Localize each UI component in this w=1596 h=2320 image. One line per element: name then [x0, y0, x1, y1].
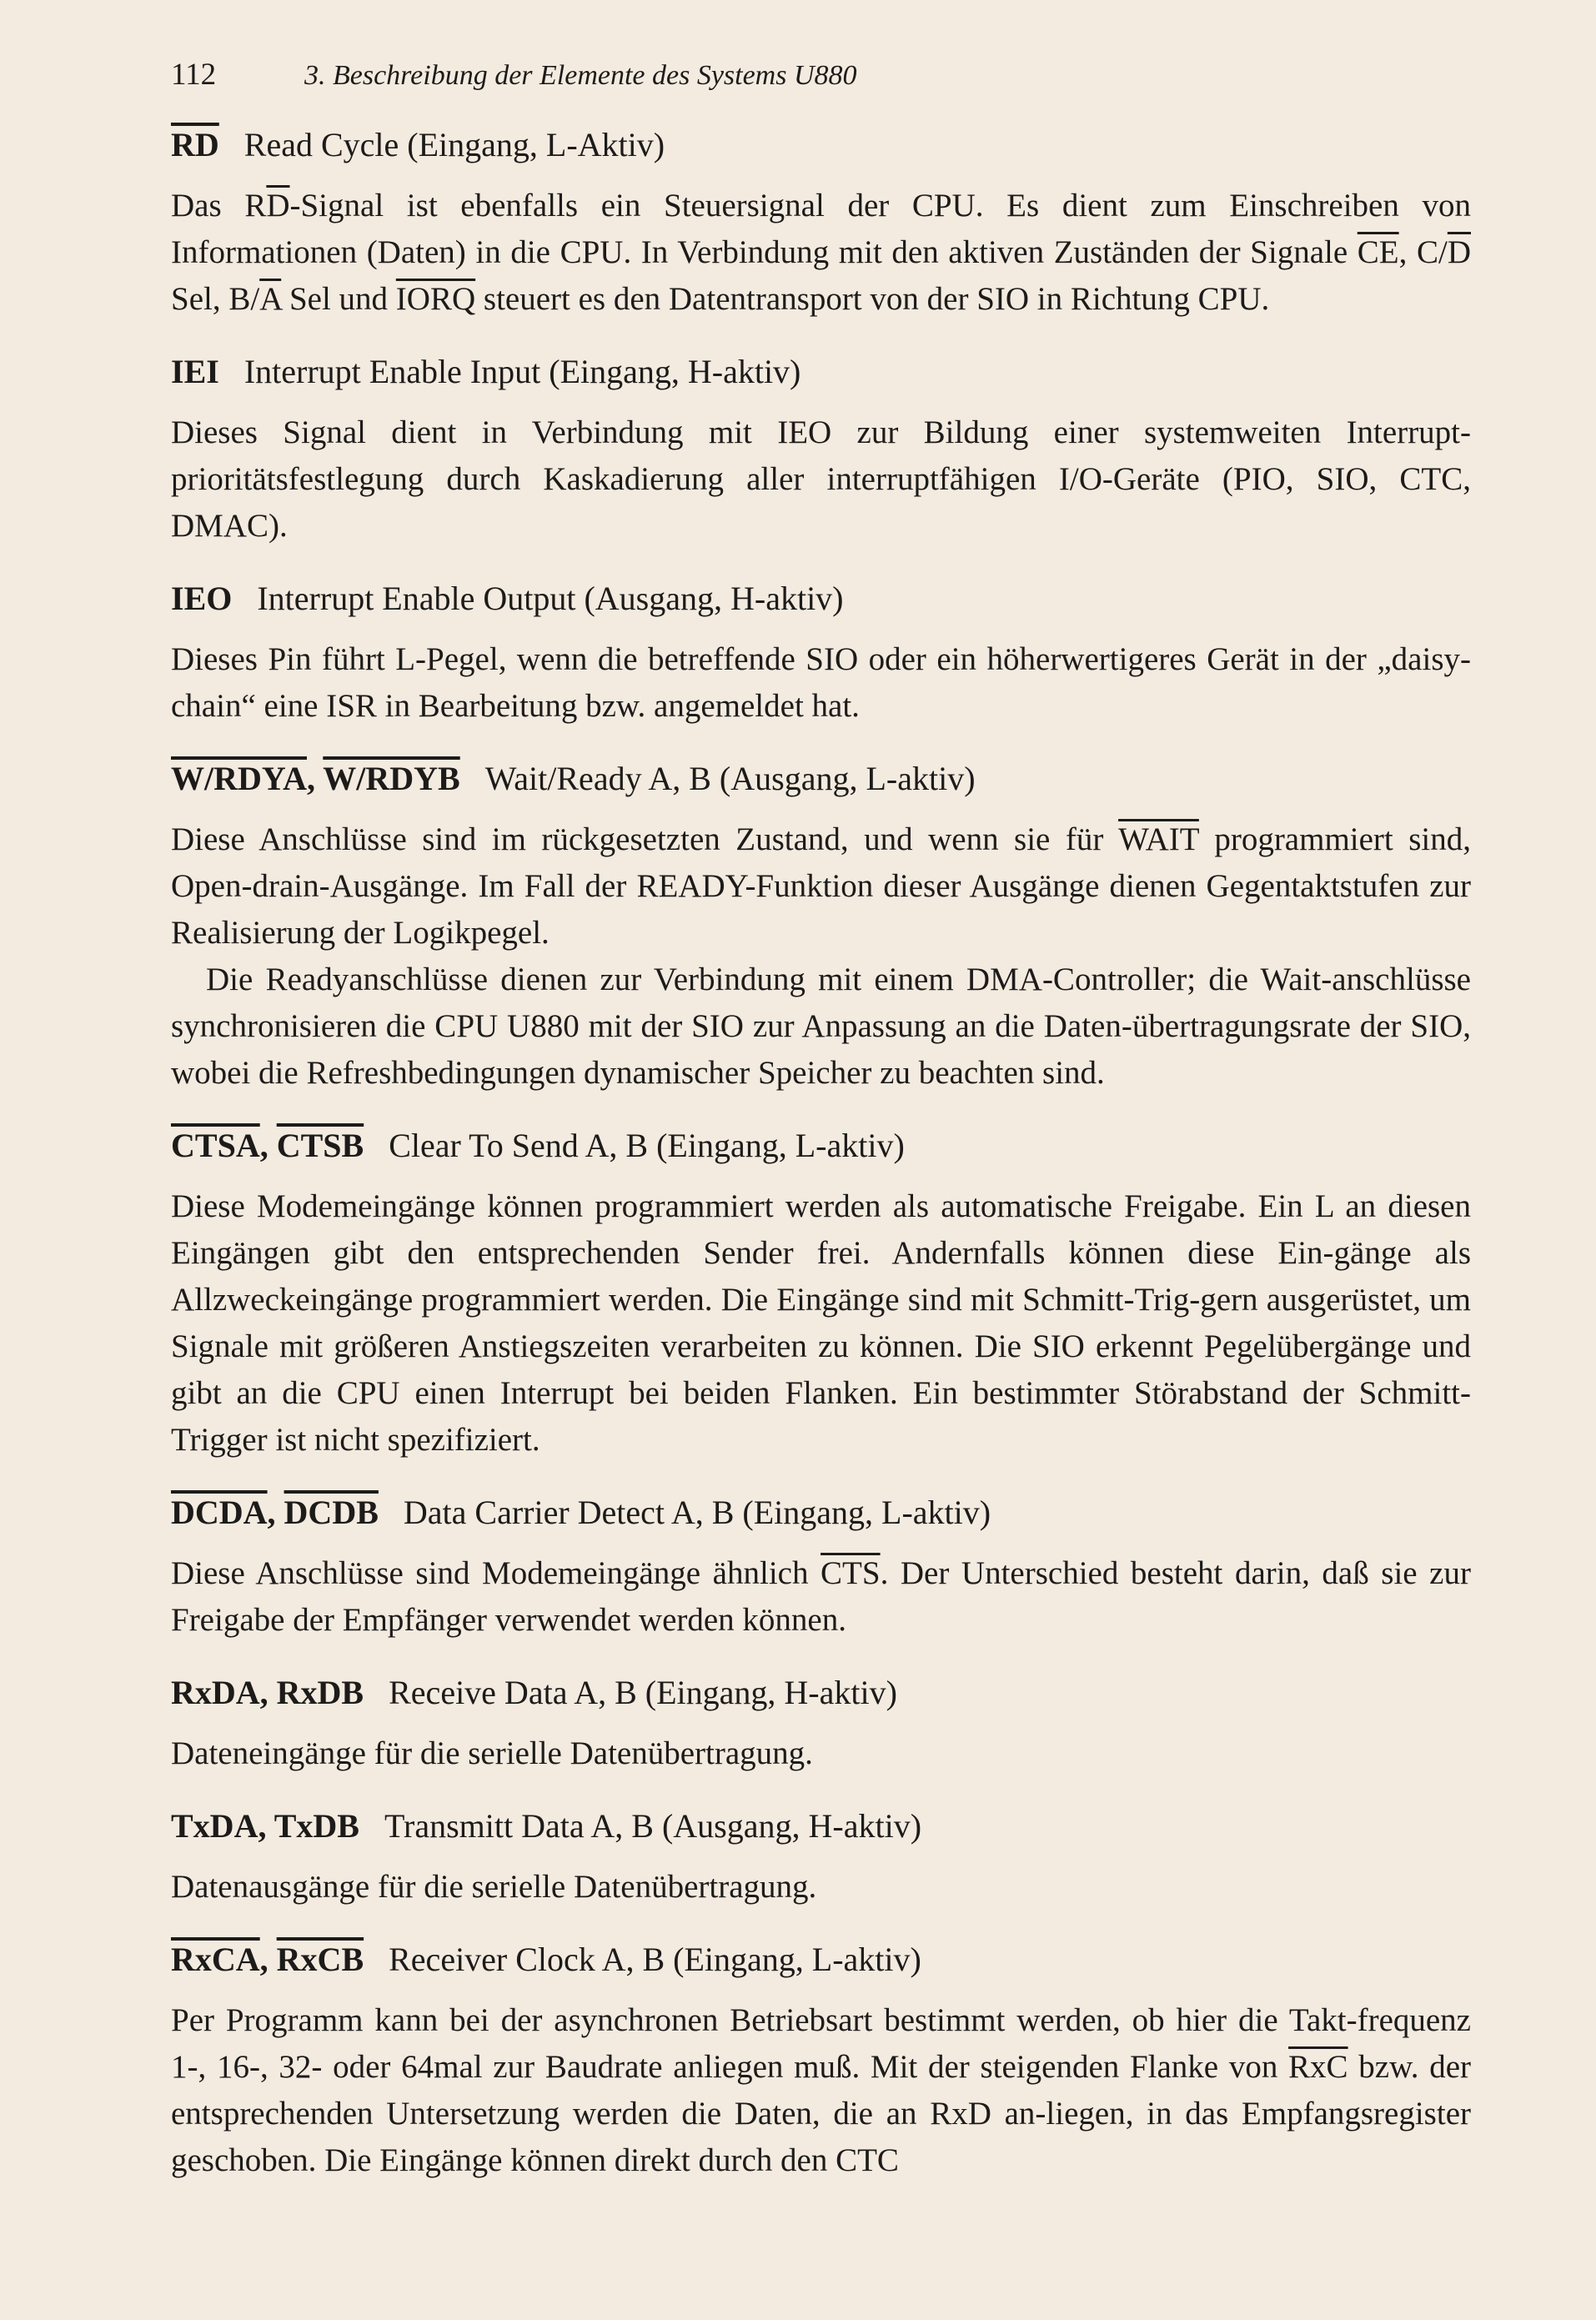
body-paragraph	[171, 816, 1471, 957]
signal-entry	[171, 1802, 1471, 1911]
signal-heading	[171, 348, 1471, 396]
signal-heading	[171, 1122, 1471, 1170]
signal-entries	[171, 121, 1471, 2184]
signal-name-part: DCDA	[171, 1494, 268, 1531]
signal-name	[171, 1674, 364, 1711]
signal-entry	[171, 1489, 1471, 1644]
text-run: $\overline{D}$	[266, 188, 290, 223]
body-paragraph	[171, 409, 1471, 550]
text-run: Dieses Signal dient in Verbindung mit IEO zur Bildung einer systemweiten Interrupt-prioritätsfestlegung durch Kaskadierung aller interruptfähigen I/O-Geräte (PIO, SIO, CTC, DMAC).	[171, 414, 1471, 544]
text-run: Die Readyanschlüsse dienen zur Verbindung mit einem DMA-Controller; die Wait-anschlüsse synchronisieren die CPU U880 mit der SIO zur Anpassung an die Daten-übertragungsrate der SIO, wobei die Refreshbedingungen dynamischer Speicher zu beachten sind.	[171, 962, 1471, 1091]
signal-name-part: RxCB	[276, 1941, 364, 1978]
text-run: , C/	[1398, 234, 1448, 270]
text-run: steuert es den Datentransport von der SIO in Richtung CPU.	[475, 281, 1270, 317]
text-run: programmiert sind, Open-drain-Ausgänge. Im Fall der READY-Funktion dieser Ausgänge dienen Gegentaktstufen zur Realisierung der Logikpegel.	[171, 821, 1471, 951]
signal-name	[171, 353, 219, 390]
signal-name-part: W/RDYB	[323, 760, 460, 797]
signal-name-part: IEI	[171, 353, 219, 390]
text-run: -Signal ist ebenfalls ein Steuersignal der CPU. Es dient zum Einschreiben von Informationen (Daten) in die CPU. In Verbindung mit den aktiven Zuständen der Signale	[171, 188, 1471, 270]
body-paragraph	[171, 1550, 1471, 1644]
text-run: Diese Modemeingänge können programmiert werden als automatische Freigabe. Ein L an diesen Eingängen gibt den entsprechenden Sender frei. Andernfalls können diese Ein-gänge als Allzweckeingänge programmiert werden. Die Eingänge sind mit Schmitt-Trig-gern ausgerüstet, um Signale mit größeren Anstiegszeiten verarbeiten zu können. Die SIO erkennt Pegelübergänge und gibt an die CPU einen Interrupt bei beiden Flanken. Ein bestimmter Störabstand der Schmitt-Trigger ist nicht spezifiziert.	[171, 1188, 1471, 1458]
text-run: WAIT	[1118, 821, 1199, 857]
text-run: Sel, B/	[171, 281, 260, 317]
signal-entry	[171, 1122, 1471, 1464]
page-number: 112	[171, 58, 217, 92]
body-paragraph	[171, 1997, 1471, 2184]
text-run: $\overline{CE}$	[1357, 234, 1399, 270]
signal-name	[171, 760, 460, 797]
text-run: Diese Anschlüsse sind im rückgesetzten Zustand, und wenn sie für	[171, 821, 1119, 857]
signal-description: Interrupt Enable Output (Ausgang, H-aktiv)	[257, 580, 844, 617]
signal-heading	[171, 1936, 1471, 1984]
signal-heading	[171, 1669, 1471, 1717]
signal-name-part: ,	[307, 760, 324, 797]
signal-name	[171, 1494, 379, 1531]
signal-name-part: W/RDYA	[171, 760, 307, 797]
signal-heading	[171, 1802, 1471, 1850]
text-run: Diese Anschlüsse sind Modemeingänge ähnlich	[171, 1555, 821, 1591]
signal-description: Receiver Clock A, B (Eingang, L-aktiv)	[389, 1941, 921, 1978]
body-paragraph	[171, 1730, 1471, 1777]
page-header	[171, 57, 1471, 93]
signal-name-part: ,	[259, 1941, 277, 1978]
signal-name-part: DCDB	[284, 1494, 379, 1531]
signal-entry	[171, 755, 1471, 1097]
signal-heading	[171, 121, 1471, 169]
body-paragraph	[171, 1183, 1471, 1464]
signal-name-part: CTSB	[276, 1127, 364, 1164]
signal-name-part: ,	[267, 1494, 284, 1531]
text-run: $\overline{CTS}$	[821, 1555, 881, 1591]
text-run: Datenausgänge für die serielle Datenübertragung.	[171, 1869, 817, 1905]
text-run: IORQ	[395, 281, 476, 317]
text-run: $\overline{RxC}$	[1288, 2049, 1348, 2085]
signal-name	[171, 580, 232, 617]
signal-heading	[171, 575, 1471, 623]
signal-description: Receive Data A, B (Eingang, H-aktiv)	[389, 1674, 897, 1711]
signal-name-part: RxCA	[171, 1941, 260, 1978]
body-paragraph	[171, 636, 1471, 730]
signal-name-part: IEO	[171, 580, 233, 617]
text-run: R	[244, 188, 267, 223]
signal-description: Clear To Send A, B (Eingang, L-aktiv)	[389, 1127, 905, 1164]
signal-name	[171, 1807, 359, 1845]
signal-entry	[171, 575, 1471, 730]
text-run: Dateneingänge für die serielle Datenübertragung.	[171, 1735, 813, 1771]
signal-description: Wait/Ready A, B (Ausgang, L-aktiv)	[484, 760, 976, 797]
signal-description: Read Cycle (Eingang, L-Aktiv)	[243, 126, 665, 163]
text-run: Per Programm kann bei der asynchronen Betriebsart bestimmt werden, ob hier die Takt-frequenz 1-, 16-, 32- oder 64mal zur Baudrate anliegen muß. Mit der steigenden Flanke von	[171, 2002, 1471, 2085]
text-run: Dieses Pin führt L-Pegel, wenn die betreffende SIO oder ein höherwertigeres Gerät in der „daisy-chain“ eine ISR in Bearbeitung bzw. angemeldet hat.	[171, 641, 1471, 724]
signal-name	[171, 1127, 364, 1164]
signal-entry	[171, 1669, 1471, 1777]
signal-heading	[171, 755, 1471, 803]
body-paragraph	[171, 183, 1471, 323]
signal-name-part: $\overline{RD}$	[171, 126, 219, 163]
signal-description: Interrupt Enable Input (Eingang, H-aktiv)	[243, 353, 801, 390]
text-run: $\overline{D}$	[1447, 234, 1471, 270]
signal-entry	[171, 1936, 1471, 2184]
signal-name	[171, 1941, 364, 1978]
body-paragraph	[171, 957, 1471, 1097]
text-run: Sel und	[281, 281, 396, 317]
chapter-title: 3. Beschreibung der Elemente des Systems U880	[304, 60, 857, 91]
signal-entry	[171, 121, 1471, 323]
text-run: $\overline{A}$	[259, 281, 282, 317]
signal-name-part: CTSA	[171, 1127, 260, 1164]
signal-description: Transmitt Data A, B (Ausgang, H-aktiv)	[384, 1807, 922, 1845]
signal-description: Data Carrier Detect A, B (Eingang, L-aktiv)	[403, 1494, 991, 1531]
text-run: . Der Unterschied besteht darin, daß sie zur Freigabe der Empfänger verwendet werden können.	[171, 1555, 1471, 1638]
body-paragraph	[171, 1864, 1471, 1911]
signal-name-part: ,	[259, 1127, 277, 1164]
signal-entry	[171, 348, 1471, 550]
signal-name-part: TxDA, TxDB	[171, 1807, 359, 1845]
signal-heading	[171, 1489, 1471, 1537]
text-run: Das	[171, 188, 245, 223]
signal-name	[171, 126, 219, 163]
text-run: bzw. der entsprechenden Untersetzung werden die Daten, die an RxD an-liegen, in das Empfangsregister geschoben. Die Eingänge können direkt durch den CTC	[171, 2049, 1471, 2178]
signal-name-part: RxDA, RxDB	[171, 1674, 364, 1711]
